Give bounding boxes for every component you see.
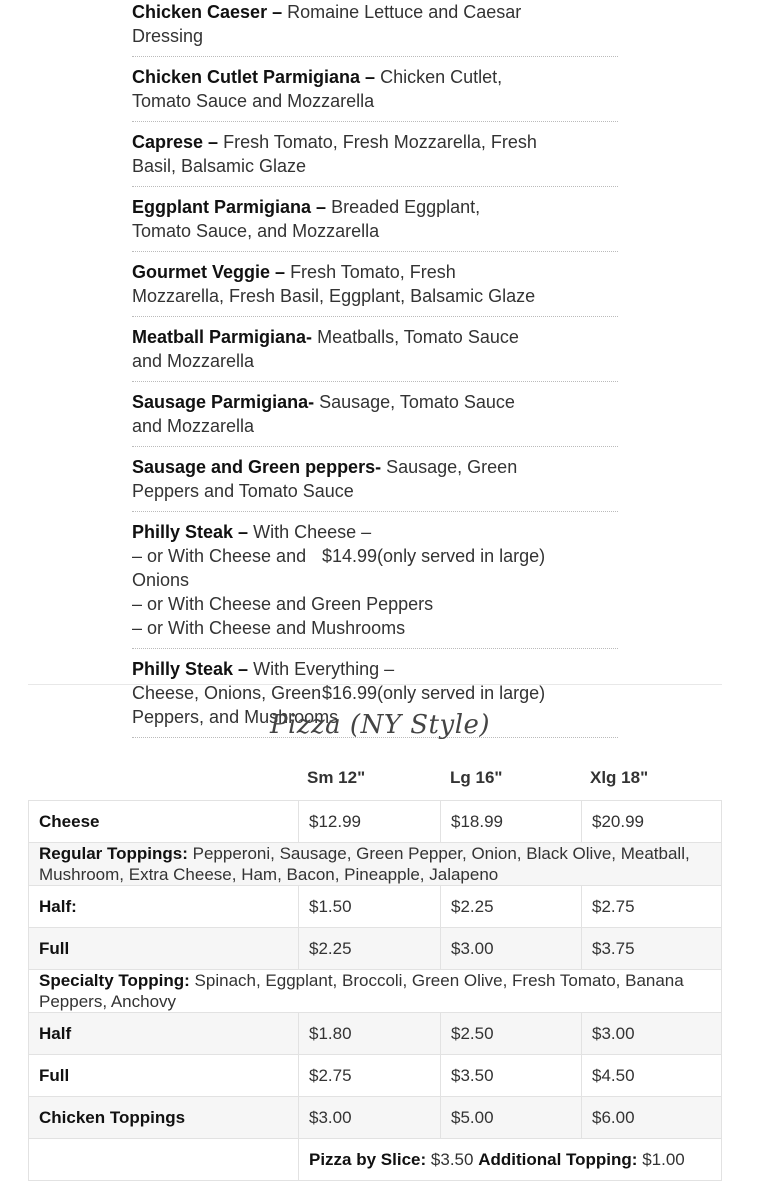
slice-price: $3.50 <box>430 1149 474 1169</box>
price-cell: $18.99 <box>441 801 582 843</box>
row-label: Half: <box>29 886 299 928</box>
menu-item <box>132 390 618 447</box>
menu-item <box>132 0 618 57</box>
menu-item-name: Eggplant Parmigiana – <box>132 197 327 217</box>
menu-item-name: Gourmet Veggie – <box>132 262 286 282</box>
price-cell: $2.75 <box>582 886 722 928</box>
price-cell: $4.50 <box>582 1055 722 1097</box>
row-label: Chicken Toppings <box>29 1097 299 1139</box>
table-row <box>29 1013 722 1055</box>
menu-item-desc: Fresh Tomato, Fresh Mozzarella, Fresh <box>223 132 537 152</box>
price-cell: $2.25 <box>441 886 582 928</box>
menu-item-desc: Peppers and Tomato Sauce <box>132 481 354 501</box>
table-row <box>29 970 722 1013</box>
menu-item <box>132 130 618 187</box>
menu-item-desc: Meatballs, Tomato Sauce <box>317 327 519 347</box>
table-row <box>29 801 722 843</box>
price-cell: $2.25 <box>299 928 441 970</box>
menu-item-name: Caprese – <box>132 132 219 152</box>
price-cell: $12.99 <box>299 801 441 843</box>
menu-item <box>132 65 618 122</box>
menu-item-desc: Romaine Lettuce and Caesar <box>287 2 522 22</box>
menu-item-desc: Sausage, Tomato Sauce <box>319 392 515 412</box>
size-header-small: Sm 12" <box>307 768 366 787</box>
menu-item-desc: Cheese, Onions, Green <box>132 683 322 703</box>
row-label: Half <box>29 1013 299 1055</box>
menu-item-desc: Breaded Eggplant, <box>331 197 481 217</box>
menu-item-desc: Mozzarella, Fresh Basil, Eggplant, Balsamic Glaze <box>132 286 536 306</box>
menu-item <box>132 325 618 382</box>
menu-item-desc: – or With Cheese and <box>132 546 307 566</box>
menu-item-name: Chicken Cutlet Parmigiana – <box>132 67 376 87</box>
menu-item <box>132 260 618 317</box>
price-cell: $3.00 <box>299 1097 441 1139</box>
price-cell: $2.75 <box>299 1055 441 1097</box>
size-header-xlarge: Xlg 18" <box>590 768 649 787</box>
menu-item-philly-cheese <box>132 520 618 649</box>
menu-item-list <box>132 0 618 746</box>
menu-item-name: Sausage Parmigiana- <box>132 392 315 412</box>
menu-item-desc: Sausage, Green <box>386 457 518 477</box>
toppings-list: Spinach, Eggplant, Broccoli, Green Olive, Fresh Tomato, Banana Peppers, Anchovy <box>39 971 684 1011</box>
price-cell: $1.80 <box>299 1013 441 1055</box>
price-cell: $1.50 <box>299 886 441 928</box>
menu-item-desc: – or With Cheese and Green Peppers <box>132 594 434 614</box>
section-divider <box>28 684 722 685</box>
toppings-description <box>29 843 722 886</box>
menu-item-name: Philly Steak – <box>132 522 249 542</box>
menu-item-desc: and Mozzarella <box>132 351 255 371</box>
table-row <box>29 886 722 928</box>
row-label: Full <box>29 928 299 970</box>
menu-item-desc: Tomato Sauce and Mozzarella <box>132 91 375 111</box>
empty-cell <box>29 1139 299 1181</box>
menu-item-name: Chicken Caeser – <box>132 2 283 22</box>
row-label: Cheese <box>29 801 299 843</box>
menu-item-desc: Basil, Balsamic Glaze <box>132 156 307 176</box>
menu-item-desc: and Mozzarella <box>132 416 255 436</box>
price-cell: $3.75 <box>582 928 722 970</box>
menu-item-desc: Tomato Sauce, and Mozzarella <box>132 221 380 241</box>
menu-item-desc: With Everything – <box>253 659 395 679</box>
table-row <box>29 1097 722 1139</box>
menu-item-desc: Dressing <box>132 26 204 46</box>
table-row <box>29 1055 722 1097</box>
menu-item-desc: Chicken Cutlet, <box>380 67 503 87</box>
price-cell: $5.00 <box>441 1097 582 1139</box>
slice-pricing <box>299 1139 722 1181</box>
table-row <box>29 843 722 886</box>
menu-item-desc: – or With Cheese and Mushrooms <box>132 618 406 638</box>
size-header-large: Lg 16" <box>450 768 503 787</box>
menu-item-price: $16.99(only served in large) <box>322 683 546 703</box>
menu-item <box>132 455 618 512</box>
additional-topping-label: Additional Topping: <box>478 1149 638 1169</box>
toppings-label: Specialty Topping: <box>39 971 190 990</box>
menu-item-desc: With Cheese – <box>253 522 372 542</box>
table-row <box>29 928 722 970</box>
menu-item <box>132 195 618 252</box>
price-cell: $3.50 <box>441 1055 582 1097</box>
toppings-label: Regular Toppings: <box>39 844 188 863</box>
price-cell: $6.00 <box>582 1097 722 1139</box>
price-cell: $3.00 <box>441 928 582 970</box>
toppings-list: Pepperoni, Sausage, Green Pepper, Onion, Black Olive, Meatball, Mushroom, Extra Cheese, Ham, Bacon, Pineapple, Jalapeno <box>39 844 690 884</box>
menu-item-name: Philly Steak – <box>132 659 249 679</box>
price-cell: $2.50 <box>441 1013 582 1055</box>
price-cell: $3.00 <box>582 1013 722 1055</box>
menu-item-desc: Onions <box>132 570 190 590</box>
additional-topping-price: $1.00 <box>642 1149 685 1169</box>
pizza-section-title: Pizza (NY Style) <box>269 710 491 740</box>
slice-label: Pizza by Slice: <box>309 1149 427 1169</box>
table-row <box>29 1139 722 1181</box>
toppings-description <box>29 970 722 1013</box>
menu-item-desc: Fresh Tomato, Fresh <box>290 262 456 282</box>
pizza-price-table <box>28 800 722 1181</box>
menu-item-name: Sausage and Green peppers- <box>132 457 382 477</box>
menu-item-desc: Peppers, and Mushrooms <box>132 707 339 727</box>
price-cell: $20.99 <box>582 801 722 843</box>
menu-item-price: $14.99(only served in large) <box>322 546 546 566</box>
menu-item-name: Meatball Parmigiana- <box>132 327 313 347</box>
row-label: Full <box>29 1055 299 1097</box>
